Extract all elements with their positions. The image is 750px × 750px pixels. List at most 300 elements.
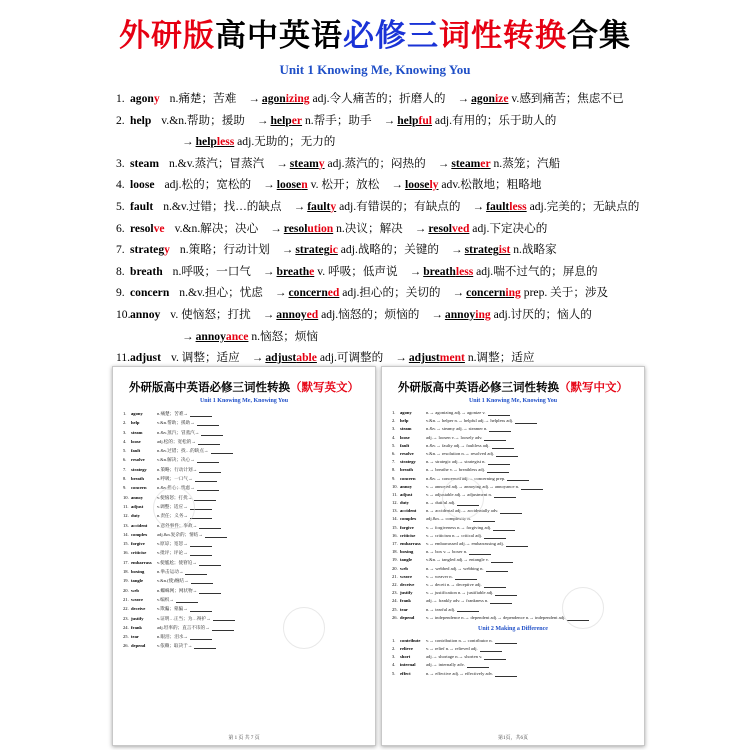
thumbnail-row-word: help [400,418,409,424]
answer-blank [190,411,212,417]
derived-word-stem: adjust [408,351,440,365]
derived-word [289,286,340,299]
thumbnail-row-number: 4. [392,662,396,668]
thumbnail-row-number: 19. [123,578,129,584]
derived-word [451,157,490,170]
thumbnail-row-text: v.→ forgiveness n.→ forgiving adj. [426,524,492,530]
title-part-book: 必修三 [343,18,439,53]
thumbnail-row [392,515,634,523]
thumbnail-row-text: n.意外事件；事故→ [157,522,198,528]
thumbnail-row-word: annoy [400,483,413,489]
thumbnail-row-number: 24. [123,624,129,630]
thumbnail-row-word: complex [131,531,148,537]
arrow-icon: → [457,92,470,105]
answer-blank [205,532,227,538]
thumbnail-row [123,428,365,437]
answer-blank [191,578,213,584]
answer-blank [521,484,543,490]
derived-word-stem: breath [423,264,456,278]
thumbnail-row [392,581,634,589]
derived-word-stem: loose [404,178,430,192]
derived-word-suffix: ed [327,286,340,300]
arrow-icon: → [182,135,194,149]
thumbnail-row-number: 21. [392,573,398,579]
derived-word-stem: annoy [444,307,476,321]
thumbnail-row-text: v.原谅；宽恕→ [157,541,188,547]
thumbnail-row-text: n.→ strategic adj.→ strategist n. [426,459,486,465]
answer-blank [212,625,234,631]
thumbnail-row-number: 14. [123,531,129,537]
thumbnail-row-number: 16. [392,532,398,538]
thumbnail-row-text: n.→ accidental adj.→ accidentally adv. [426,508,499,514]
thumbnail-row-text: adj.&n.→ complexity n. [426,516,471,522]
derived-gloss: adj.无助的；无力的 [237,135,336,149]
thumbnail-row-number: 13. [123,522,129,528]
thumbnail-row [123,586,365,595]
thumbnail-row-number: 2. [392,418,396,424]
headword-gloss: n.呼吸；一口气 [172,264,251,278]
answer-blank [500,508,522,514]
derived-word-stem: fault [307,199,331,213]
derived-gloss: adj.恼怒的；烦恼的 [321,307,420,321]
thumbnail-row-number: 15. [123,541,129,547]
word-entry [116,110,736,132]
thumbnail-row-number: 6. [392,450,396,456]
entry-number: 7. [116,243,125,257]
thumbnail-row-number: 26. [123,643,129,649]
derived-word-suffix: y [318,156,325,170]
thumbnail-row-text: v.&n.帮助；援助→ [157,420,195,426]
headword-gloss: n.&v.蒸汽；冒蒸汽 [168,156,265,170]
thumbnail-row-word: short [400,654,411,660]
word-entry [116,153,736,175]
thumbnail-row-number: 25. [392,606,398,612]
thumbnail-row-number: 10. [123,494,129,500]
headword [130,178,154,191]
thumbnail-row-word: boxing [131,569,145,575]
thumbnail-row-text: v.→ independence n.→ dependent adj.→ dependence n.→ independent adj. [426,614,566,620]
thumbnail-row-word: resolve [400,450,414,456]
thumbnail-row-text: v.使恼怒；打扰→ [157,494,193,500]
derived-word [290,157,325,170]
derived-word [397,114,432,127]
thumbnail-unit-2: Unit 2 Making a Difference [478,625,548,632]
thumbnail-row-text: n.痛楚；苦难→ [157,411,189,416]
derived-gloss: n.蒸笼；汽船 [493,156,561,170]
headword-gloss: v. 使恼怒；打扰 [170,307,251,321]
thumbnail-row-word: agony [400,410,412,415]
thumbnail-row [392,499,634,507]
arrow-icon: → [281,243,294,257]
entry-number: 4. [116,178,125,192]
thumbnail-row-word: strategy [400,459,416,465]
headword-stem: annoy [130,307,161,321]
answer-blank [473,516,495,522]
derived-word-stem: help [270,113,292,127]
headword-suffix: y [153,92,160,105]
thumbnail-row-word: criticise [131,550,147,556]
title-part-level: 高中英语 [215,18,343,53]
thumbnail-row-text: adj.→ shortage n.→ shorten v. [426,654,483,660]
arrow-icon: → [262,264,275,278]
thumbnail-row-text: v.&n.解决；决心→ [157,457,195,463]
headword-gloss: v.&n.解决；决心 [174,221,259,235]
thumbnail-row-text: adj.→ internally adv. [426,662,465,668]
thumbnail-row-word: breath [400,467,413,473]
thumbnail-row-text: adj.坦率的；直言不讳的→ [157,624,210,630]
answer-blank [190,606,212,612]
word-entry [116,174,736,196]
answer-blank [484,654,506,660]
thumbnail-row-text: v.调整；适应→ [157,503,188,509]
thumbnail-row [392,661,634,669]
derived-gloss: adv.松散地；粗略地 [441,178,542,192]
thumbnail-row [392,524,634,532]
headword-gloss: v. 调整；适应 [170,351,240,365]
watermark-icon [283,607,325,649]
entry-number: 11. [116,351,131,365]
thumbnail-row-word: deceive [131,606,146,612]
arrow-icon: → [263,178,275,192]
thumbnail-unit: Unit 1 Knowing Me, Knowing You [468,398,558,404]
thumbnail-row-text: n.&v.→ steamy adj.→ steamer n. [426,426,488,432]
thumbnail-row-text: v.&n.(使)缠结→ [157,578,189,584]
answer-blank [190,634,212,640]
derived-gloss: adj.完美的；无缺点的 [529,199,640,213]
thumbnail-row-word: loose [400,434,410,440]
thumbnail-row-word: embarrass [400,541,421,546]
answer-blank [201,430,223,436]
derived-word-suffix: ution [307,221,334,235]
answer-blank [195,476,217,482]
watermark-icon [153,487,198,529]
derived-word-suffix: less [509,199,527,213]
derived-word-stem: resol [428,221,452,235]
arrow-icon: → [452,286,465,300]
derived-word [262,92,310,105]
thumbnail-row-number: 20. [123,587,129,593]
thumbnail-row-number: 11. [123,503,129,509]
thumbnail-row-word: depend [131,643,146,649]
thumbnail-row [392,458,634,466]
thumbnail-row-word: resolve [131,457,145,463]
thumbnail-row-number: 11. [392,491,398,497]
thumbnail-row-number: 2. [123,420,127,426]
derived-word [295,243,338,256]
thumbnail-row-word: concern [131,485,147,491]
derived-word [471,92,508,105]
word-entry [116,304,736,326]
thumbnail-row [392,442,634,450]
thumbnail-row-word: web [400,565,408,571]
thumbnail-row-number: 5. [123,448,127,454]
entry-number: 10. [116,307,131,321]
derived-word [409,351,465,364]
headword [130,286,169,299]
thumbnail-row-text: n.→ dutiful adj. [426,500,456,506]
thumbnail-row-word: tangle [400,557,412,563]
derived-word-stem: annoy [195,329,226,343]
answer-blank [495,638,517,644]
derived-word-suffix: less [216,135,235,149]
thumbnail-row-word: adjust [131,503,144,509]
answer-blank [197,457,219,463]
thumbnail-row [123,446,365,455]
answer-blank [199,560,221,566]
thumbnail-row-text: v.→ embarrassed adj.→ embarrassing adj. [426,541,504,546]
derived-gloss: n.调整；适应 [467,351,535,365]
thumbnail-row-text: n.&v.→ faulty adj.→ faultless adj. [426,442,490,448]
derived-gloss: v. 松开；放松 [310,178,380,192]
thumbnail-row-text: adj.松的；宽松的→ [157,438,196,444]
derived-word-suffix: ance [225,329,249,343]
answer-blank [211,448,233,454]
thumbnail-page-english-dictation[interactable] [112,366,376,746]
headword-stem: strateg [130,243,165,257]
answer-blank [495,671,517,677]
thumbnail-row-text: adj.&n.复杂的；情结→ [157,531,203,537]
thumbnail-row-word: boxing [400,549,414,555]
answer-blank [213,615,235,621]
derived-word-stem: agon [471,92,495,105]
thumbnail-row-number: 22. [392,581,398,587]
headword [130,200,153,213]
derived-word-suffix: ment [439,351,465,365]
arrow-icon: → [256,113,269,127]
derived-word [277,265,315,278]
derived-word [405,178,439,191]
thumbnail-row-word: duty [400,500,409,506]
derived-gloss: adj.战略的；关键的 [340,243,440,257]
arrow-icon: → [293,199,306,213]
thumbnail-row-number: 15. [392,524,398,530]
derived-word-stem: concern [466,286,506,300]
thumbnail-row [392,475,634,483]
thumbnail-row [392,417,634,425]
thumbnail-row [392,466,634,474]
title-part-topic: 词性转换 [439,18,567,53]
thumbnail-row-number: 14. [392,516,398,522]
derived-word-stem: loose [276,178,302,192]
thumbnail-row-word: relieve [400,646,413,652]
answer-blank [484,533,506,539]
answer-blank [467,662,489,668]
derived-gloss: adj.担心的；关切的 [342,286,441,300]
arrow-icon: → [437,156,450,170]
answer-blank [488,459,510,465]
thumbnail-row-text: v.使尴尬；使窘迫→ [157,559,197,565]
thumbnail-row-number: 6. [123,457,127,463]
headword [130,265,163,278]
thumbnail-row-text: n.蜘蛛网；网状物→ [157,587,198,593]
derived-word [466,286,521,299]
derived-gloss: v. 呼吸；低声说 [317,264,398,278]
thumbnail-row [392,637,634,645]
headword-stem: concern [130,286,170,300]
word-entry [116,196,736,218]
thumbnail-row-number: 10. [392,483,398,489]
answer-blank [469,549,491,555]
thumbnail-row-text: v.→ annoyed adj.→ annoying adj.→ annoyance n. [426,483,520,489]
arrow-icon: → [248,92,260,105]
derived-word-suffix: er [480,156,491,170]
thumbnail-row-word: duty [131,513,140,519]
thumbnail-row-text: v.欺骗；蒙骗→ [157,606,188,612]
headword-gloss: n.&v.担心；忧虑 [179,286,263,300]
thumbnail-row [123,530,365,539]
thumbnail-row-text: v.&n.→ helper n.→ helpful adj.→ helpless adj. [426,418,514,424]
thumbnail-row-text: n.&v.蒸汽；冒蒸汽→ [157,429,200,435]
thumbnail-row [392,565,634,573]
thumbnail-row [123,604,365,613]
headword-stem: agon [130,92,154,105]
answer-blank [199,588,221,594]
thumbnail-row [123,474,365,483]
derived-word-suffix: ful [418,113,433,127]
thumbnail-row [123,409,365,418]
thumbnail-row-number: 3. [392,654,396,660]
headword [130,157,159,170]
entry-number: 8. [116,264,125,278]
thumbnail-page-number: 第 1 页 共 7 页 [228,736,260,741]
thumbnail-row-text: v.→ deceit n.→ deceptive adj. [426,581,482,587]
derived-word-stem: agon [261,92,286,105]
derived-word-suffix: izing [285,92,310,105]
thumbnail-row-text: v.→ criticism n.→ critical adj. [426,532,482,538]
derived-gloss: adj.有用的；乐于助人的 [434,113,557,127]
derived-word-suffix: er [291,113,303,127]
word-entry [116,88,736,110]
thumbnail-row-word: frank [400,598,411,604]
thumbnail-row-word: tear [131,634,139,640]
thumbnail-row-text: v.→ justification n.→ justifiable adj. [426,590,494,596]
derived-word [270,114,302,127]
answer-blank [197,420,219,426]
thumbnail-row [123,465,365,474]
word-entry [116,282,736,304]
headword-gloss: n.策略；行动计划 [179,243,270,257]
thumbnail-rows [123,409,365,651]
thumbnail-row-text: v.编织→ [157,596,174,602]
thumbnail-row-number: 5. [392,670,396,676]
thumbnail-row-text: v.批评；评论→ [157,550,188,556]
arrow-icon: → [391,178,403,192]
derived-word-stem: steam [451,156,481,170]
thumbnail-row-number: 24. [392,598,398,604]
derived-word-suffix: less [455,264,474,278]
derived-word-stem: annoy [276,307,307,321]
thumbnail-row-text: v.证明…正当；为…辩护→ [157,615,211,621]
answer-blank [515,418,537,424]
thumbnail-row-text: adj.→ frankly adv.→ frankness n. [426,598,489,604]
thumbnail-row-text: n.→ breathe v.→ breathless adj. [426,467,486,473]
derived-word-suffix: ly [429,178,439,192]
thumbnail-row [123,614,365,623]
derived-word-suffix: ed [306,307,319,321]
thumbnail-row-word: fault [400,442,410,448]
thumbnail-rows [392,409,634,622]
headword-stem: breath [130,264,163,278]
thumbnail-row-word: embarrass [131,559,152,565]
thumbnail-row-word: depend [400,614,415,620]
derived-word [428,222,469,235]
entry-number: 5. [116,199,125,213]
thumbnail-row-text: n.呼吸；一口气→ [157,476,193,482]
thumbnail-row-word: forgive [400,524,414,530]
thumbnail-row-text: v.→ contribution n.→ contributor n. [426,637,493,643]
thumbnail-row-word: web [131,587,139,593]
thumbnail-row-word: justify [131,615,144,621]
thumbnail-row-word: accident [400,508,417,514]
thumbnail-row-word: steam [131,429,143,435]
derived-gloss: adj.讨厌的；恼人的 [493,307,592,321]
headword-gloss: v.&n.帮助；援助 [161,113,245,127]
derived-word [265,351,317,364]
derived-word-suffix: e [309,264,315,278]
arrow-icon: → [395,351,407,365]
thumbnail-page-number: 第1页，共6页 [497,736,528,741]
thumbnail-row [123,641,365,650]
headword-suffix: ve [153,221,165,235]
watermark-icon [562,587,604,629]
derived-word-suffix: n [301,178,308,192]
derived-word [486,200,527,213]
answer-blank [491,557,513,563]
document-title [0,10,750,55]
word-entry-continuation [116,131,736,153]
thumbnail-row-text: n.眼泪；泪水→ [157,634,189,640]
thumbnail-row [392,425,634,433]
derived-word [277,178,308,191]
thumbnail-row-text: v.→ adjustable adj.→ adjustment n. [426,491,492,497]
thumbnail-row-word: fault [131,448,141,454]
headword-stem: adjust [130,351,161,365]
thumbnail-row-number: 9. [123,485,127,491]
thumbnail-row [392,540,634,548]
answer-blank [492,443,514,449]
answer-blank [190,541,212,547]
headword [130,114,151,127]
arrow-icon: → [182,329,194,343]
derived-word-suffix: ing [505,286,521,300]
thumbnail-row-number: 17. [123,559,129,565]
derived-word-stem: resol [283,221,308,235]
derived-gloss: adj.蒸汽的；闷热的 [327,156,426,170]
thumbnail-row-number: 7. [392,459,396,465]
headword [130,351,161,364]
thumbnail-row-word: loose [131,438,141,444]
answer-blank [506,541,528,547]
thumbnail-row-number: 17. [392,541,398,546]
thumbnail-row-number: 16. [123,550,129,556]
derived-word-suffix: able [296,351,317,365]
thumbnail-row-text: n.→ effective adj.→ effectively adv. [426,670,494,676]
derived-word [284,222,333,235]
thumbnail-row-text: n.→ tearful adj. [426,606,456,612]
derived-word-stem: strateg [464,243,499,257]
thumbnail-page-chinese-dictation[interactable] [381,366,645,746]
derived-word [276,308,318,321]
headword-stem: steam [130,156,159,170]
answer-blank [489,426,511,432]
headword [130,308,160,321]
thumbnail-row-text: v.依赖；取决于→ [157,643,193,649]
word-entry [116,239,736,261]
thumbnail-row [392,556,634,564]
word-entry [116,261,736,283]
answer-blank [199,523,221,529]
thumbnail-row-text: n.→ webbed adj.→ webbing n. [426,565,484,571]
